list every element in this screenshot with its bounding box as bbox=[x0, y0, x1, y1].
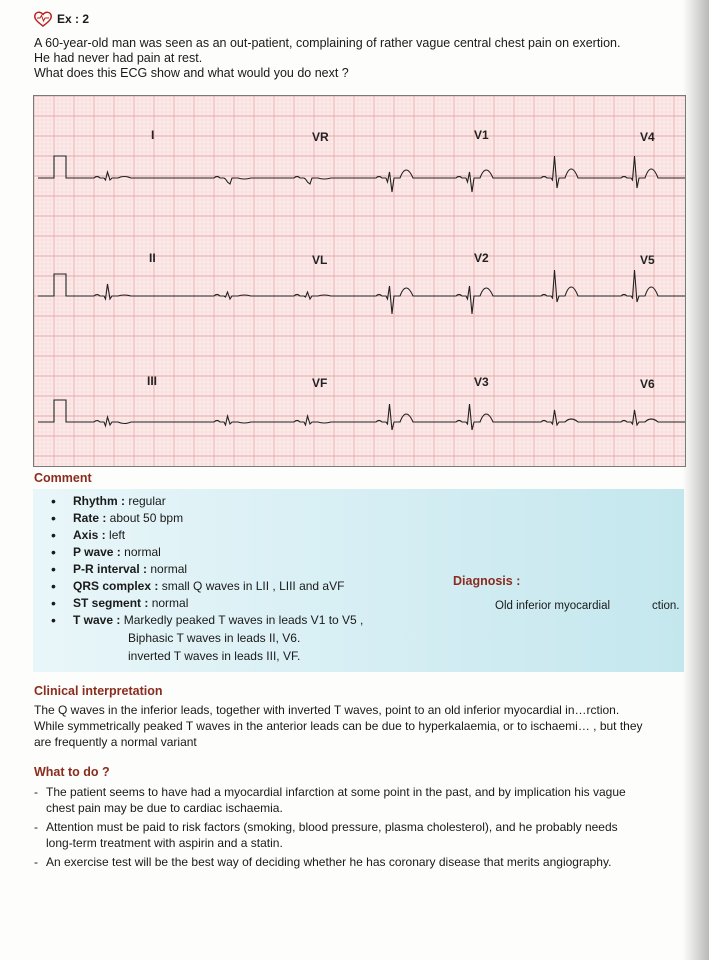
t-wave-continuation: inverted T waves in leads III, VF. bbox=[128, 649, 301, 663]
lead-label-iii: III bbox=[147, 374, 158, 388]
bullet-icon: • bbox=[51, 493, 56, 509]
ecg-trace bbox=[38, 400, 685, 430]
clinical-line: are frequently a normal variant bbox=[34, 735, 197, 749]
what-to-do-line: An exercise test will be the best way of deciding whether he has coronary disease that merits angiography. bbox=[46, 855, 612, 869]
page-edge-shadow bbox=[683, 0, 709, 960]
comment-value: normal bbox=[147, 562, 188, 576]
diagnosis-text: Old inferior myocardial bbox=[495, 600, 611, 612]
comment-key: ST segment : bbox=[73, 596, 149, 610]
dash-bullet: - bbox=[34, 855, 38, 869]
comment-item bbox=[51, 578, 363, 595]
intro-line: What does this ECG show and what would you do next ? bbox=[34, 66, 349, 80]
comment-title: Comment bbox=[34, 471, 92, 485]
ecg-grid bbox=[34, 96, 685, 466]
what-to-do-item bbox=[34, 784, 626, 816]
ecg-strip bbox=[33, 95, 686, 467]
comment-value: normal bbox=[148, 596, 189, 610]
what-to-do-list bbox=[34, 784, 626, 873]
what-to-do-item bbox=[34, 819, 626, 851]
exercise-label: Ex : 2 bbox=[57, 12, 90, 26]
lead-label-i: I bbox=[151, 128, 155, 142]
lead-label-vl: VL bbox=[312, 253, 328, 267]
what-to-do-title: What to do ? bbox=[34, 765, 110, 779]
diagnosis-title: Diagnosis : bbox=[453, 574, 521, 588]
lead-label-v4: V4 bbox=[640, 130, 655, 144]
t-wave-continuation: Biphasic T waves in leads II, V6. bbox=[128, 631, 301, 645]
comment-key: P wave : bbox=[73, 545, 121, 559]
comment-key: Rhythm : bbox=[73, 494, 125, 508]
clinical-title: Clinical interpretation bbox=[34, 684, 163, 698]
comment-key: P-R interval : bbox=[73, 562, 148, 576]
what-to-do-line: long-term treatment with aspirin and a statin. bbox=[46, 836, 283, 850]
bullet-icon: • bbox=[51, 595, 56, 611]
lead-label-vf: VF bbox=[312, 376, 328, 390]
comment-box bbox=[33, 489, 684, 672]
comment-item bbox=[51, 544, 363, 561]
ecg-trace bbox=[38, 156, 685, 192]
what-to-do-line: The patient seems to have had a myocardial infarction at some point in the past, and by implication his vague bbox=[46, 785, 626, 799]
bullet-icon: • bbox=[51, 527, 56, 543]
comment-item bbox=[51, 561, 363, 578]
bullet-icon: • bbox=[51, 612, 56, 628]
comment-value: small Q waves in LII , LIII and aVF bbox=[158, 579, 345, 593]
comment-key: Rate : bbox=[73, 511, 107, 525]
intro-line: A 60-year-old man was seen as an out-patient, complaining of rather vague central chest pain on exertion. bbox=[34, 36, 621, 50]
comment-value: normal bbox=[120, 545, 161, 559]
comment-value: regular bbox=[125, 494, 166, 508]
diagnosis-text-tail: ction. bbox=[652, 600, 680, 612]
what-to-do-item bbox=[34, 854, 626, 870]
lead-label-v6: V6 bbox=[640, 377, 655, 391]
what-to-do-line: Attention must be paid to risk factors (smoking, blood pressure, plasma cholesterol), and he probably needs bbox=[46, 820, 618, 834]
heart-logo-icon bbox=[33, 10, 53, 28]
bullet-icon: • bbox=[51, 578, 56, 594]
lead-label-v3: V3 bbox=[474, 375, 489, 389]
lead-label-v2: V2 bbox=[474, 251, 489, 265]
comment-key: QRS complex : bbox=[73, 579, 159, 593]
what-to-do-line: chest pain may be due to cardiac ischaemia. bbox=[46, 801, 283, 815]
comment-item bbox=[51, 510, 363, 527]
comment-item bbox=[51, 527, 363, 544]
comment-value: Markedly peaked T waves in leads V1 to V5 , bbox=[120, 613, 364, 627]
comment-item bbox=[51, 493, 363, 510]
intro-line: He had never had pain at rest. bbox=[34, 51, 203, 65]
clinical-line: While symmetrically peaked T waves in the anterior leads can be due to hyperkalaemia, or to ischaemi… , but they bbox=[34, 719, 643, 733]
comment-item bbox=[51, 595, 363, 612]
lead-label-ii: II bbox=[149, 251, 156, 265]
lead-label-v1: V1 bbox=[474, 128, 489, 142]
dash-bullet: - bbox=[34, 820, 38, 834]
lead-label-vr: VR bbox=[312, 130, 329, 144]
comment-value: left bbox=[105, 528, 126, 542]
comment-list bbox=[51, 493, 363, 629]
dash-bullet: - bbox=[34, 785, 38, 799]
bullet-icon: • bbox=[51, 510, 56, 526]
comment-key: T wave : bbox=[73, 613, 121, 627]
comment-key: Axis : bbox=[73, 528, 106, 542]
comment-item bbox=[51, 612, 363, 629]
bullet-icon: • bbox=[51, 561, 56, 577]
bullet-icon: • bbox=[51, 544, 56, 560]
comment-value: about 50 bpm bbox=[106, 511, 184, 525]
clinical-line: The Q waves in the inferior leads, together with inverted T waves, point to an old inferior myocardial in…rction. bbox=[34, 703, 620, 717]
lead-label-v5: V5 bbox=[640, 253, 655, 267]
clinical-paragraph bbox=[34, 702, 643, 750]
intro-text bbox=[34, 36, 694, 81]
